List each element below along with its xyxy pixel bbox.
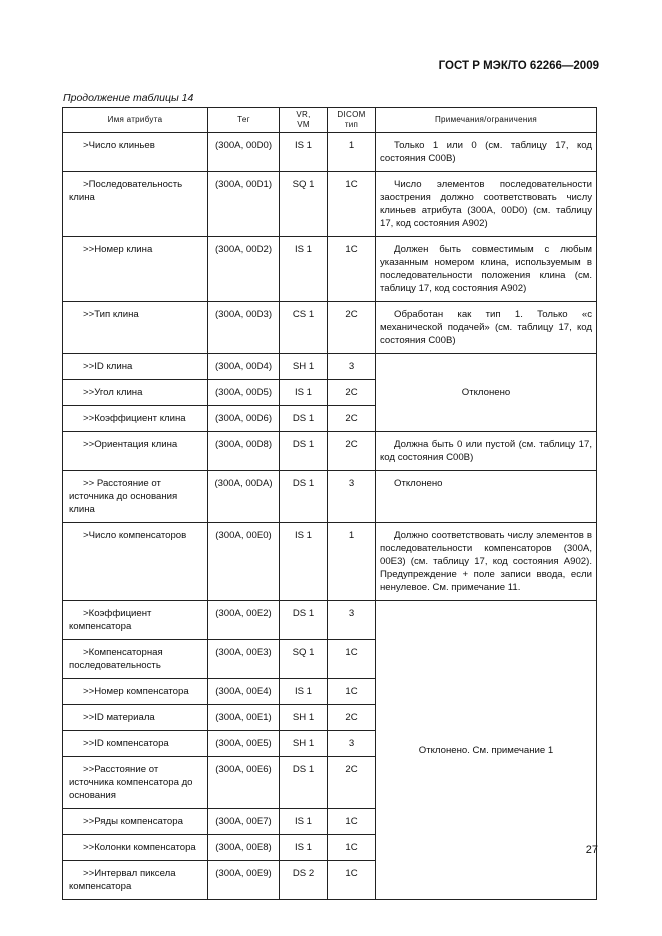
page-number: 27: [585, 844, 598, 856]
attribute-note: Только 1 или 0 (см. таблицу 17, код состояния C00B): [376, 133, 597, 172]
table-row: [63, 354, 597, 380]
attribute-dicom-type: 2C: [328, 705, 376, 731]
column-header-tag: Тег: [208, 108, 280, 133]
attribute-vr: SH 1: [280, 731, 328, 757]
attribute-name: >>Коэффициент клина: [63, 406, 208, 432]
attribute-tag: (300A, 00E8): [208, 835, 280, 861]
table-row: [63, 302, 597, 354]
attribute-name: >>Тип клина: [63, 302, 208, 354]
attribute-tag: (300A, 00E2): [208, 601, 280, 640]
attribute-vr: SQ 1: [280, 172, 328, 237]
attribute-name: >>Интервал пиксела компенсатора: [63, 861, 208, 900]
column-header-notes: Примечания/ограничения: [376, 108, 597, 133]
attribute-tag: (300A, 00E6): [208, 757, 280, 809]
attribute-dicom-type: 1: [328, 523, 376, 601]
attribute-vr: SH 1: [280, 705, 328, 731]
attribute-dicom-type: 3: [328, 601, 376, 640]
attribute-vr: IS 1: [280, 835, 328, 861]
attribute-tag: (300A, 00D8): [208, 432, 280, 471]
attribute-vr: SQ 1: [280, 640, 328, 679]
table-header-row: [63, 108, 597, 133]
attribute-note: Число элементов последовательности заострения должно соответствовать числу клиньев атрибута (300А, 00D0) (см. таблицу 17, код состояния A902): [376, 172, 597, 237]
attribute-tag: (300A, 00D1): [208, 172, 280, 237]
attribute-vr: DS 2: [280, 861, 328, 900]
attribute-tag: (300A, 00E5): [208, 731, 280, 757]
attribute-name: >Число компенсаторов: [63, 523, 208, 601]
attribute-dicom-type: 1: [328, 133, 376, 172]
attribute-dicom-type: 3: [328, 354, 376, 380]
attribute-tag: (300A, 00E1): [208, 705, 280, 731]
attribute-tag: (300A, 00DA): [208, 471, 280, 523]
attribute-tag: (300A, 00D4): [208, 354, 280, 380]
attribute-dicom-type: 3: [328, 471, 376, 523]
attribute-name: >>ID материала: [63, 705, 208, 731]
merged-note-wedge: Отклонено: [376, 354, 597, 432]
attribute-name: >Число клиньев: [63, 133, 208, 172]
attribute-note: Обработан как тип 1. Только «с механической подачей» (см. таблицу 17, код состояния C00B): [376, 302, 597, 354]
attribute-note: Должно соответствовать числу элементов в последовательности компенсаторов (300А, 00E3) (см. таблицу 17, код состояния A902). Предупреждение + поле записи ввода, если ненулевое. См. примечание 11.: [376, 523, 597, 601]
table-row: [63, 523, 597, 601]
table-row: [63, 432, 597, 471]
attribute-tag: (300A, 00E0): [208, 523, 280, 601]
attribute-tag: (300A, 00D3): [208, 302, 280, 354]
attribute-tag: (300A, 00E3): [208, 640, 280, 679]
attribute-vr: SH 1: [280, 354, 328, 380]
attribute-tag: (300A, 00E7): [208, 809, 280, 835]
attribute-tag: (300A, 00E4): [208, 679, 280, 705]
attribute-tag: (300A, 00D0): [208, 133, 280, 172]
attribute-dicom-type: 2C: [328, 380, 376, 406]
attribute-name: >Коэффициент компенсатора: [63, 601, 208, 640]
attribute-dicom-type: 1C: [328, 861, 376, 900]
attribute-name: >> Расстояние от источника до основания клина: [63, 471, 208, 523]
attribute-name: >>ID клина: [63, 354, 208, 380]
attribute-vr: DS 1: [280, 471, 328, 523]
attribute-vr: IS 1: [280, 679, 328, 705]
attribute-vr: DS 1: [280, 757, 328, 809]
attribute-tag: (300A, 00D5): [208, 380, 280, 406]
attribute-note: Отклонено: [376, 471, 597, 523]
attribute-vr: DS 1: [280, 406, 328, 432]
attribute-dicom-type: 3: [328, 731, 376, 757]
attribute-dicom-type: 2C: [328, 406, 376, 432]
attribute-dicom-type: 1C: [328, 835, 376, 861]
attribute-vr: IS 1: [280, 133, 328, 172]
table-row: [63, 601, 597, 640]
attribute-name: >>Ряды компенсатора: [63, 809, 208, 835]
attribute-dicom-type: 2C: [328, 432, 376, 471]
attribute-dicom-type: 1C: [328, 809, 376, 835]
attribute-name: >>ID компенсатора: [63, 731, 208, 757]
attribute-name: >>Колонки компенсатора: [63, 835, 208, 861]
column-header-name: Имя атрибута: [63, 108, 208, 133]
attribute-dicom-type: 2C: [328, 757, 376, 809]
attribute-note: Должна быть 0 или пустой (см. таблицу 17, код состояния C00B): [376, 432, 597, 471]
attribute-vr: DS 1: [280, 432, 328, 471]
attribute-note: Должен быть совместимым с любым указанным номером клина, используемым в последовательности положения клина (см. таблицу 17, код состояния A902): [376, 237, 597, 302]
attribute-tag: (300A, 00E9): [208, 861, 280, 900]
document-code: ГОСТ Р МЭК/ТО 62266—2009: [438, 60, 599, 72]
attribute-name: >>Ориентация клина: [63, 432, 208, 471]
attribute-dicom-type: 2C: [328, 302, 376, 354]
attribute-vr: DS 1: [280, 601, 328, 640]
attribute-vr: IS 1: [280, 523, 328, 601]
attribute-dicom-type: 1C: [328, 172, 376, 237]
attribute-vr: IS 1: [280, 809, 328, 835]
attribute-vr: IS 1: [280, 237, 328, 302]
table-caption: Продолжение таблицы 14: [63, 92, 194, 104]
table-row: [63, 133, 597, 172]
attribute-dicom-type: 1C: [328, 640, 376, 679]
attribute-name: >Последовательность клина: [63, 172, 208, 237]
attribute-name: >>Угол клина: [63, 380, 208, 406]
attribute-table: [62, 107, 597, 900]
attribute-name: >Компенсаторная последовательность: [63, 640, 208, 679]
table-row: [63, 237, 597, 302]
attribute-name: >>Номер компенсатора: [63, 679, 208, 705]
table-row: [63, 471, 597, 523]
attribute-vr: IS 1: [280, 380, 328, 406]
table-row: [63, 172, 597, 237]
attribute-dicom-type: 1C: [328, 679, 376, 705]
column-header-vr: VR, VM: [280, 108, 328, 133]
attribute-vr: CS 1: [280, 302, 328, 354]
attribute-name: >>Расстояние от источника компенсатора до основания: [63, 757, 208, 809]
attribute-name: >>Номер клина: [63, 237, 208, 302]
column-header-dicom-type: DICOM тип: [328, 108, 376, 133]
attribute-tag: (300A, 00D2): [208, 237, 280, 302]
merged-note-compensator: Отклонено. См. примечание 1: [376, 601, 597, 900]
attribute-tag: (300A, 00D6): [208, 406, 280, 432]
attribute-dicom-type: 1C: [328, 237, 376, 302]
